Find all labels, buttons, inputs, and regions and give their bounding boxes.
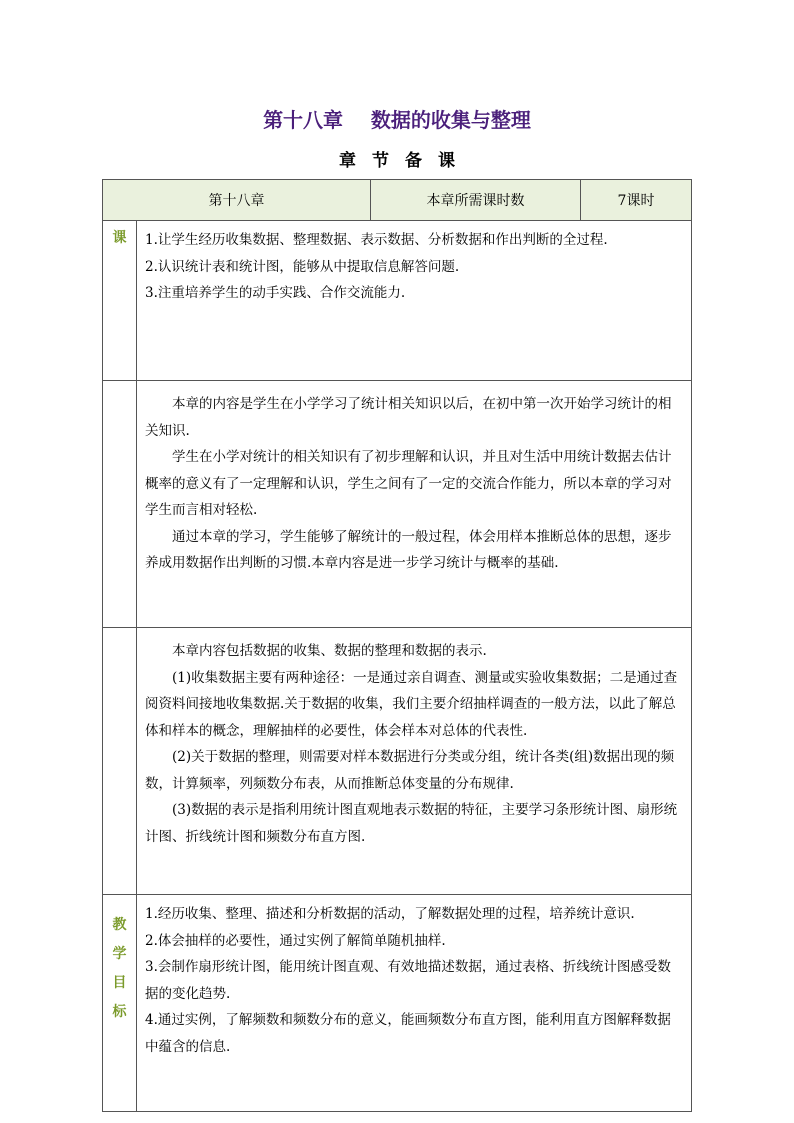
paragraph: 4.通过实例，了解频数和频数分布的意义，能画频数分布直方图，能利用直方图解释数据中蕴含的信息. [145, 1012, 671, 1055]
paragraph: 本章的内容是学生在小学学习了统计相关知识以后，在初中第一次开始学习统计的相关知识. [145, 396, 672, 439]
page-subtitle: 章节备课 [339, 151, 471, 171]
section-body [137, 221, 692, 381]
section-side-label: 课 [103, 221, 137, 381]
section-side-label: 教 学 目 标 [103, 895, 137, 1112]
paragraph: 2.认识统计表和统计图，能够从中提取信息解答问题. [145, 258, 460, 275]
section-body [137, 381, 692, 628]
section-row-objectives [103, 895, 692, 1112]
section-row-goals [103, 221, 692, 381]
section-row-analysis [103, 381, 692, 628]
paragraph: 通过本章的学习，学生能够了解统计的一般过程，体会用样本推断总体的思想，逐步养成用数据作出判断的习惯.本章内容是进一步学习统计与概率的基础. [145, 528, 672, 571]
chapter-cell: 第十八章 [103, 180, 371, 221]
paragraph: 3.注重培养学生的动手实践、合作交流能力. [145, 285, 406, 301]
paragraph: 学生在小学对统计的相关知识有了初步理解和认识，并且对生活中用统计数据去估计概率的意义有了一定理解和认识，学生之间有了一定的交流合作能力，所以本章的学习对学生而言相对轻松. [145, 449, 672, 518]
section-body [137, 895, 692, 1112]
page-title: 第十八章 数据的收集与整理 [263, 108, 531, 132]
paragraph: 本章内容包括数据的收集、数据的整理和数据的表示. [172, 643, 487, 659]
paragraph: 1.让学生经历收集数据、整理数据、表示数据、分析数据和作出判断的全过程. [145, 232, 608, 248]
section-row-content [103, 628, 692, 895]
header-row [103, 180, 692, 221]
paragraph: 3.会制作扇形统计图，能用统计图直观、有效地描述数据，通过表格、折线统计图感受数据的变化趋势. [145, 959, 671, 1002]
lesson-plan-table [102, 179, 692, 1112]
paragraph: 1.经历收集、整理、描述和分析数据的活动，了解数据处理的过程，培养统计意识. [145, 906, 635, 922]
section-side-label [103, 628, 137, 895]
paragraph: (3)数据的表示是指利用统计图直观地表示数据的特征，主要学习条形统计图、扇形统计图、折线统计图和频数分布直方图. [145, 802, 678, 845]
paragraph: (2)关于数据的整理，则需要对样本数据进行分类或分组，统计各类(组)数据出现的频数，计算频率，列频数分布表，从而推断总体变量的分布规律. [145, 749, 675, 792]
section-side-label [103, 381, 137, 628]
paragraph: (1)收集数据主要有两种途径：一是通过亲自调查、测量或实验收集数据；二是通过查阅资料间接地收集数据.关于数据的收集，我们主要介绍抽样调查的一般方法，以此了解总体和样本的概念，理解抽样的必要性，体会样本对总体的代表性. [145, 669, 678, 739]
paragraph: 2.体会抽样的必要性，通过实例了解简单随机抽样. [145, 932, 446, 949]
hours-value-cell: 7课时 [581, 180, 692, 221]
section-body [137, 628, 692, 895]
hours-label-cell: 本章所需课时数 [371, 180, 581, 221]
